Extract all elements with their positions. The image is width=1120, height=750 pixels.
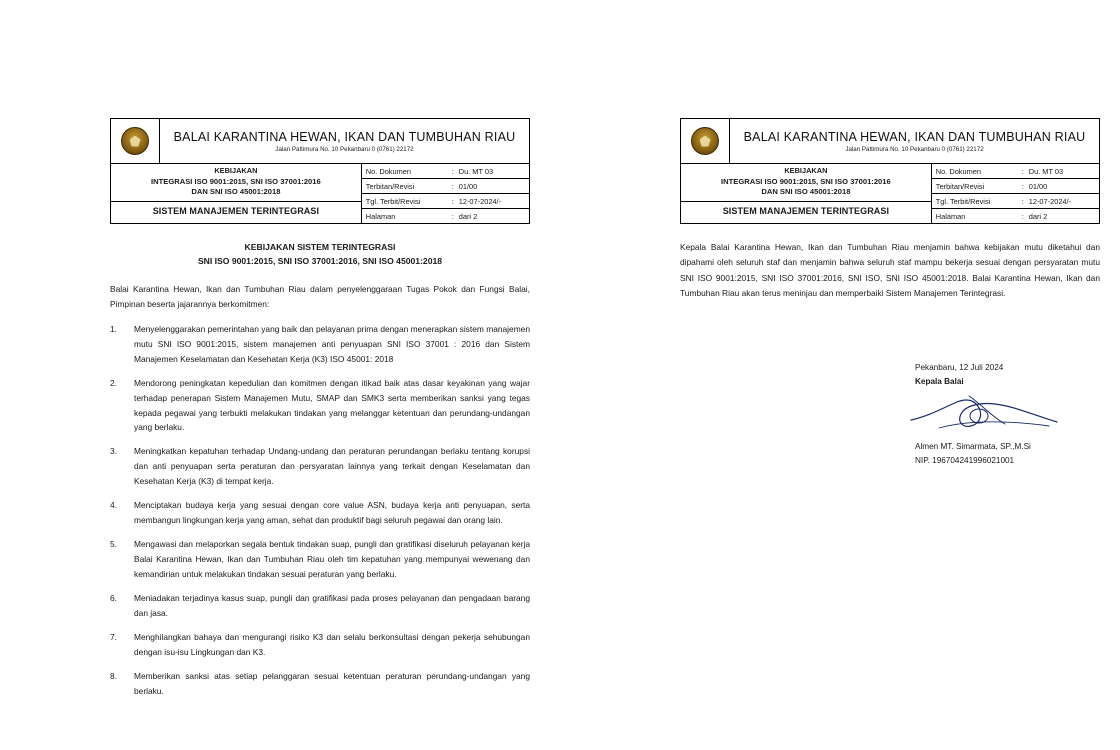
list-item-number: 3. (110, 446, 117, 457)
list-item (110, 322, 530, 367)
list-item-number: 1. (110, 323, 117, 334)
list-item-number: 8. (110, 670, 117, 681)
header-document-meta-column (362, 164, 529, 223)
organization-title-cell (160, 119, 529, 163)
list-item-text: Menciptakan budaya kerja yang sesuai dengan core value ASN, budaya kerja anti penyuapan, serta membangun lingkungan kerja yang aman, sehat dan produktif bagi seluruh pegawai dan orang lain. (134, 500, 530, 526)
signature-space (915, 388, 1100, 440)
meta-row (932, 164, 1099, 179)
meta-label: Terbitan/Revisi (935, 181, 985, 191)
meta-colon: : (1021, 211, 1024, 221)
meta-colon: : (451, 166, 454, 176)
list-item-number: 4. (110, 500, 117, 511)
meta-value: dari 2 (1028, 211, 1048, 221)
organization-title: BALAI KARANTINA HEWAN, IKAN DAN TUMBUHAN RIAU (173, 129, 516, 144)
list-item-text: Menghilangkan bahaya dan mengurangi risiko K3 dan selalu berkonsultasi dengan pekerja sehubungan dengan isu-isu Lingkungan dan K3. (134, 631, 530, 657)
handwritten-signature-icon (909, 390, 1059, 436)
list-item-text: Memberikan sanksi atas setiap pelanggaran sesuai ketentuan peraturan perundang-undangan yang berlaku. (134, 670, 530, 696)
page-title (110, 240, 530, 268)
list-item-number: 5. (110, 539, 117, 550)
list-item-text: Meningkatkan kepatuhan terhadap Undang-undang dan peraturan perundangan berlaku tentang korupsi dan anti penyuapan serta peraturan dan persyaratan lainnya yang terkait dengan Keselamatan dan Kesehatan Kerja (K3) di tempat kerja. (134, 446, 530, 487)
meta-value: Du. MT 03 (458, 166, 494, 176)
list-item-text: Mendorong peningkatan kepedulian dan komitmen dengan itikad baik atas dasar keyakinan yang wajar terhadap penerapan Sistem Manajemen Mutu, SMAP dan SMK3 serta memberikan sanksi yang tegas kepada pegawai yang terbukti melakukan tindakan yang melanggar ketentuan dan perundang-undangan yang berlaku. (134, 377, 530, 433)
system-row-label: SISTEM MANAJEMEN TERINTEGRASI (722, 206, 890, 217)
meta-row (362, 209, 529, 223)
meta-colon: : (1021, 181, 1024, 191)
policy-block (681, 164, 931, 202)
document-page-right (680, 118, 1100, 467)
list-item (110, 591, 530, 621)
header-document-meta-column (932, 164, 1099, 223)
garuda-emblem-icon (691, 127, 719, 155)
policy-line-2: DAN SNI ISO 45001:2018 (191, 187, 281, 197)
list-item-number: 2. (110, 377, 117, 388)
meta-value: 01/00 (1028, 181, 1048, 191)
policy-block (111, 164, 361, 202)
list-item (110, 537, 530, 582)
meta-value: dari 2 (458, 211, 478, 221)
list-item-text: Meniadakan terjadinya kasus suap, pungli dan gratifikasi pada proses pelayanan dan pengadaan barang dan jasa. (134, 593, 530, 618)
meta-row (362, 194, 529, 209)
meta-value: 12-07-2024/- (458, 196, 502, 206)
signature-block (915, 361, 1100, 467)
meta-label: No. Dokumen (935, 166, 981, 176)
meta-value: 01/00 (458, 181, 478, 191)
page-title-line-2: SNI ISO 9001:2015, SNI ISO 37001:2016, SNI ISO 45001:2018 (197, 256, 443, 267)
policy-line-1: INTEGRASI ISO 9001:2015, SNI ISO 37001:2016 (151, 176, 321, 186)
list-item-number: 7. (110, 631, 117, 642)
meta-value: Du. MT 03 (1028, 166, 1064, 176)
list-item (110, 669, 530, 699)
meta-colon: : (451, 181, 454, 191)
signature-role: Kepala Balai (915, 377, 964, 387)
document-header-right (680, 118, 1100, 224)
commitment-list (110, 322, 530, 699)
policy-line-1: INTEGRASI ISO 9001:2015, SNI ISO 37001:2016 (721, 176, 891, 186)
page-title-line-1: KEBIJAKAN SISTEM TERINTEGRASI (244, 242, 396, 252)
policy-label: KEBIJAKAN (784, 166, 828, 175)
policy-label: KEBIJAKAN (214, 166, 258, 175)
meta-row (362, 164, 529, 179)
meta-label: No. Dokumen (365, 166, 411, 176)
meta-colon: : (1021, 196, 1024, 206)
organization-title: BALAI KARANTINA HEWAN, IKAN DAN TUMBUHAN RIAU (743, 129, 1086, 144)
garuda-emblem-icon (121, 127, 149, 155)
meta-value: 12-07-2024/- (1028, 196, 1072, 206)
meta-label: Halaman (365, 211, 396, 221)
signatory-nip: NIP. 196704241996021001 (915, 455, 1015, 465)
list-item (110, 444, 530, 489)
signature-place-date: Pekanbaru, 12 Juli 2024 (915, 363, 1004, 373)
document-header-left (110, 118, 530, 224)
list-item-text: Menyelenggarakan pemerintahan yang baik dan pelayanan prima dengan menerapkan sistem manajemen mutu SNI ISO 9001:2015, sistem manajemen anti penyuapan SNI ISO 37001 : 2016 dan Sistem Manajemen Keselamatan dan Kesehatan Kerja (K3) ISO 45001: 2018 (134, 323, 530, 364)
header-meta-grid (681, 164, 1099, 223)
meta-label: Tgl. Terbit/Revisi (935, 196, 991, 206)
closing-paragraph: Kepala Balai Karantina Hewan, Ikan dan Tumbuhan Riau menjamin bahwa kebijakan mutu diketahui dan dipahami oleh seluruh staf dan menjamin bahwa seluruh staf mampu bekerja sesuai dengan persyaratan mutu SNI ISO 9001:2015, SNI ISO 37001:2016, SNI ISO, SNI ISO 45001:2018. Balai Karantina Hewan, Ikan dan Tumbuhan Riau akan terus meninjau dan memperbaiki Sistem Manajemen Terintegrasi. (680, 242, 1100, 298)
meta-colon: : (451, 196, 454, 206)
header-title-row (681, 119, 1099, 164)
signatory-name: Almen MT. Simarmata, SP.,M.Si (915, 442, 1031, 452)
list-item (110, 498, 530, 528)
meta-colon: : (451, 211, 454, 221)
meta-label: Terbitan/Revisi (365, 181, 415, 191)
organization-address: Jalan Pattimura No. 10 Pekanbaru 0 (0761) 22172 (845, 145, 984, 153)
system-row-label: SISTEM MANAJEMEN TERINTEGRASI (152, 206, 320, 217)
meta-row (932, 209, 1099, 223)
meta-label: Tgl. Terbit/Revisi (365, 196, 421, 206)
meta-colon: : (1021, 166, 1024, 176)
logo-cell (681, 119, 730, 163)
list-item-number: 6. (110, 593, 117, 604)
list-item-text: Mengawasi dan melaporkan segala bentuk tindakan suap, pungli dan gratifikasi diseluruh pelayanan kerja Balai Karantina Hewan, Ikan dan Tumbuhan Riau oleh tim kepatuhan yang mempunyai wewenang dan kemandirian untuk melakukan tindakan sesuai peraturan yang berlaku. (134, 539, 530, 580)
policy-line-2: DAN SNI ISO 45001:2018 (761, 187, 851, 197)
header-title-row (111, 119, 529, 164)
list-item (110, 376, 530, 436)
meta-row (932, 194, 1099, 209)
intro-paragraph: Balai Karantina Hewan, Ikan dan Tumbuhan Riau dalam penyelenggaraan Tugas Pokok dan Fungsi Balai, Pimpinan beserta jajarannya berkomitmen: (110, 284, 530, 310)
header-policy-column (681, 164, 932, 223)
list-item (110, 630, 530, 660)
organization-address: Jalan Pattimura No. 10 Pekanbaru 0 (0761) 22172 (275, 145, 414, 153)
meta-row (362, 179, 529, 194)
meta-row (932, 179, 1099, 194)
document-page-left (110, 118, 530, 708)
logo-cell (111, 119, 160, 163)
organization-title-cell (730, 119, 1099, 163)
meta-label: Halaman (935, 211, 966, 221)
header-meta-grid (111, 164, 529, 223)
header-policy-column (111, 164, 362, 223)
